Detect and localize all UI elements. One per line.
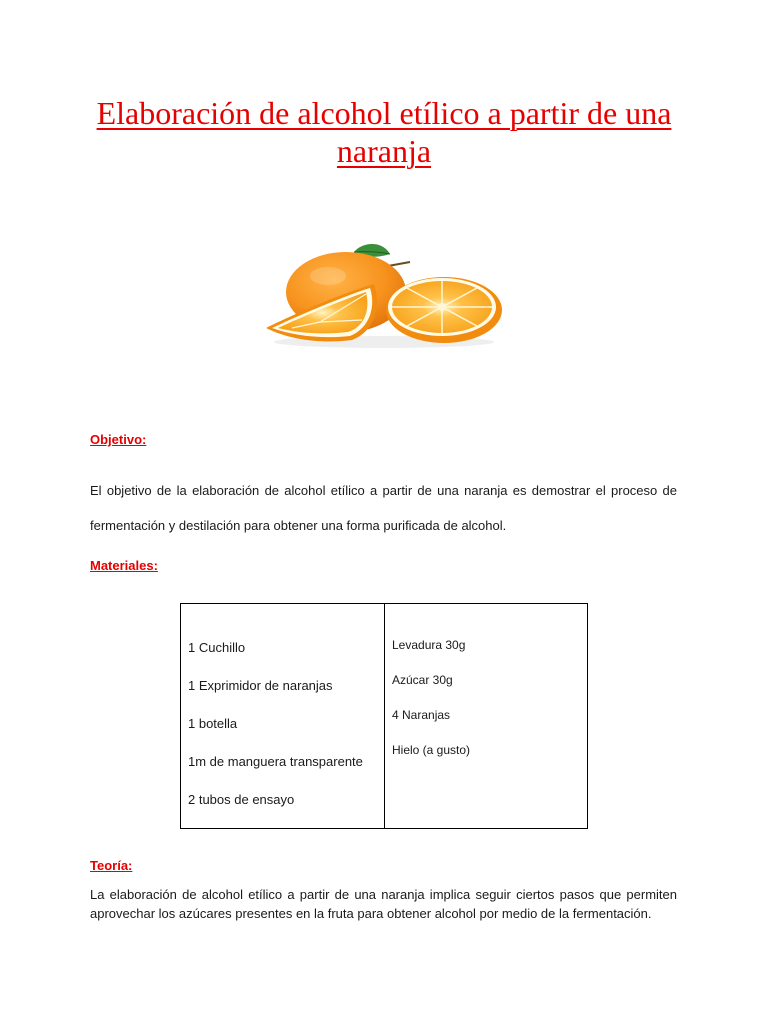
material-item: 1m de manguera transparente: [188, 754, 363, 769]
theory-heading: Teoría:: [90, 858, 133, 873]
materials-column-ingredients: [385, 604, 587, 828]
ingredient-item: Hielo (a gusto): [392, 743, 471, 757]
material-item: 1 Cuchillo: [188, 640, 246, 655]
materials-heading: Materiales:: [90, 558, 158, 573]
objective-heading: Objetivo:: [90, 432, 147, 447]
material-item: 2 tubos de ensayo: [188, 792, 295, 807]
ingredient-item: Levadura 30g: [392, 638, 466, 652]
material-item: 1 Exprimidor de naranjas: [188, 678, 333, 693]
page-title: Elaboración de alcohol etílico a partir de una naranja: [96, 95, 672, 169]
materials-column-tools: [181, 604, 385, 828]
material-item: 1 botella: [188, 716, 238, 731]
oranges-image: [262, 240, 506, 350]
materials-table: [180, 603, 588, 829]
ingredient-item: 4 Naranjas: [392, 708, 451, 722]
theory-text: La elaboración de alcohol etílico a partir de una naranja implica seguir ciertos pasos que permiten aprovechar los azúcares presentes en la fruta para obtener alcohol por medio de la fermentación.: [90, 887, 677, 921]
objective-text: El objetivo de la elaboración de alcohol etílico a partir de una naranja es demostrar el proceso de fermentación y destilación para obtener una forma purificada de alcohol.: [90, 483, 677, 533]
ingredient-item: Azúcar 30g: [392, 673, 453, 687]
